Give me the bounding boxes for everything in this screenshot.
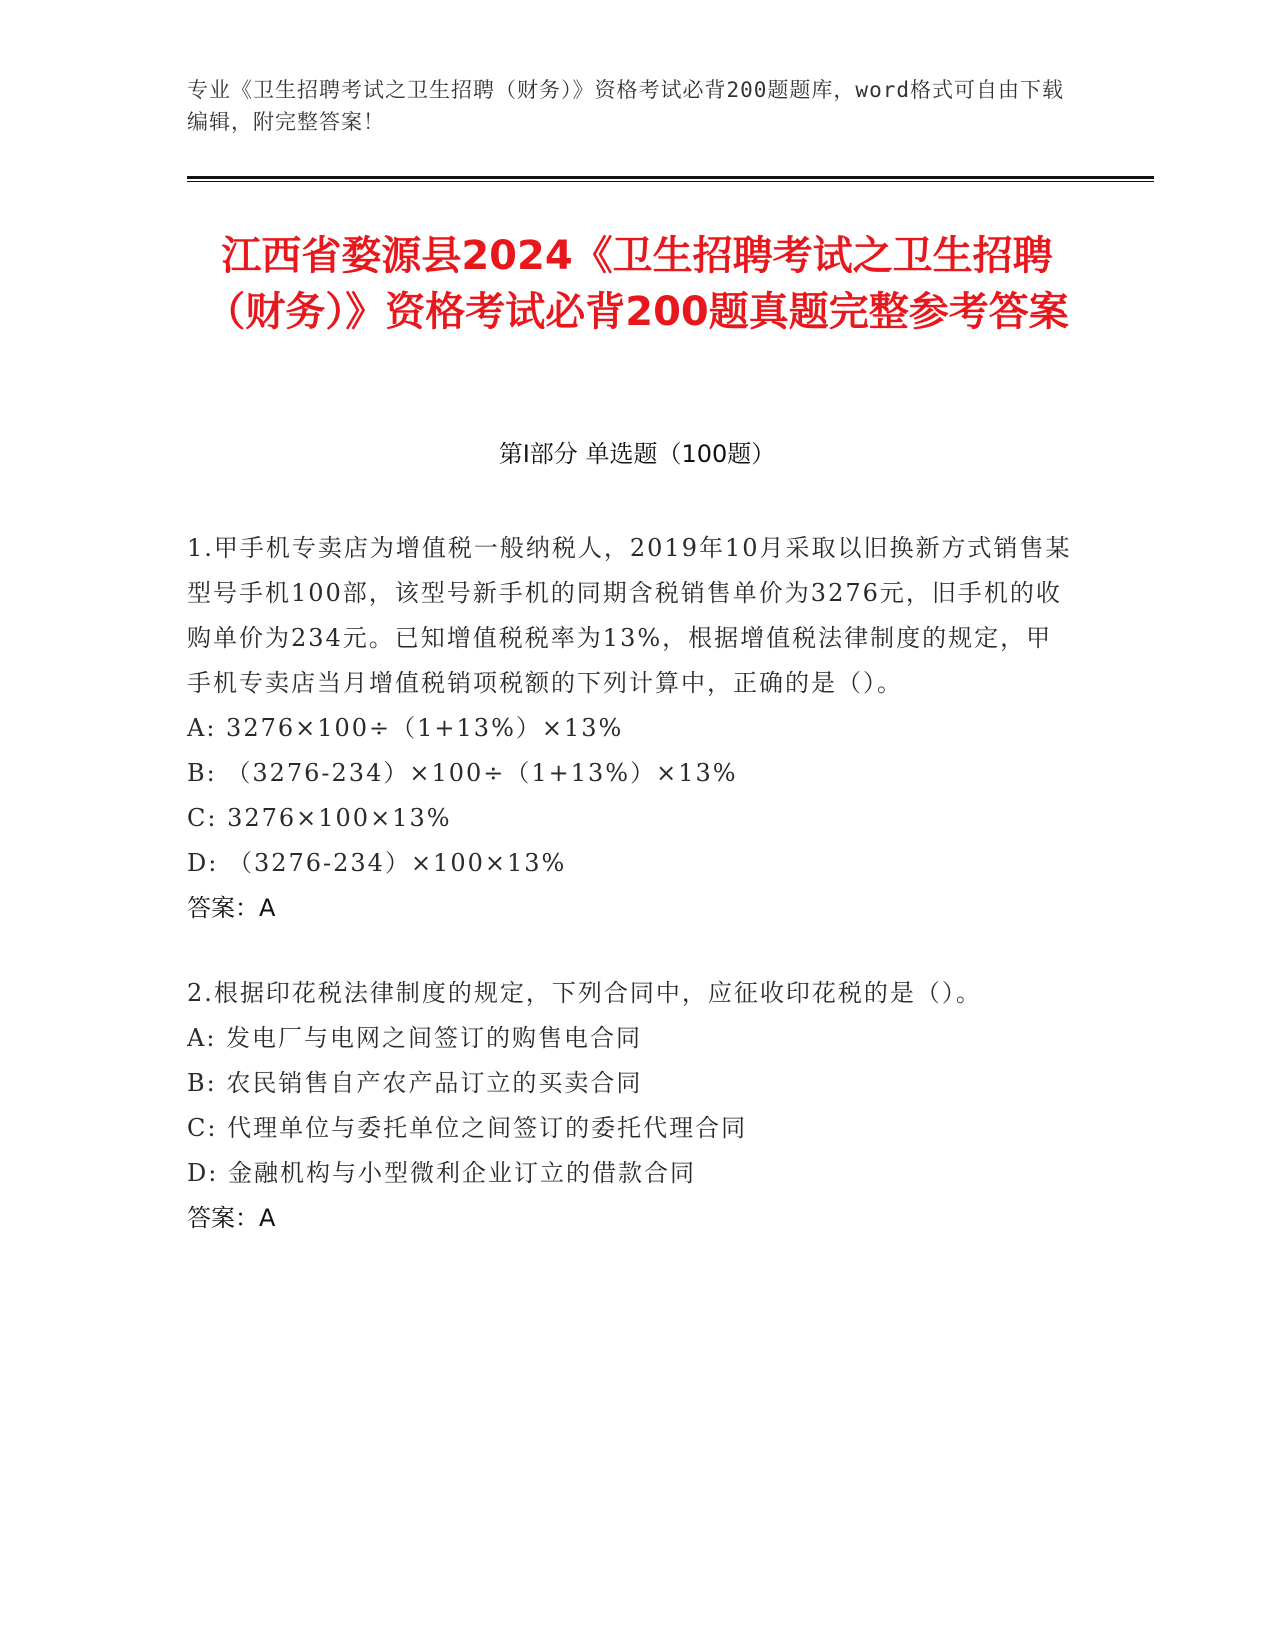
question-stem: 1.甲手机专卖店为增值税一般纳税人，2019年10月采取以旧换新方式销售某型号手机100部，该型号新手机的同期含税销售单价为3276元，旧手机的收购单价为234元。已知增值税税率为13%，根据增值税法律制度的规定，甲手机专卖店当月增值税销项税额的下列计算中，正确的是（）。: [187, 534, 1072, 697]
option-d: D: 金融机构与小型微利企业订立的借款合同: [187, 1159, 696, 1187]
option-a: A: 3276×100÷（1+13%）×13%: [187, 714, 624, 742]
answer: 答案：A: [187, 1204, 276, 1232]
question-list: [187, 526, 1077, 1281]
header-divider-thin: [187, 181, 1154, 182]
section-title: 第I部分 单选题（100题）: [498, 440, 776, 468]
option-b: B: （3276-234）×100÷（1+13%）×13%: [187, 759, 738, 787]
header-note: 专业《卫生招聘考试之卫生招聘（财务）》资格考试必背200题题库，word格式可自由下载编辑，附完整答案！: [187, 78, 1064, 134]
document-title: 江西省婺源县2024《卫生招聘考试之卫生招聘（财务）》资格考试必背200题真题完整参考答案: [205, 233, 1069, 335]
option-d: D: （3276-234）×100×13%: [187, 849, 567, 877]
answer: 答案：A: [187, 894, 276, 922]
option-b: B: 农民销售自产农产品订立的买卖合同: [187, 1069, 643, 1097]
option-c: C: 代理单位与委托单位之间签订的委托代理合同: [187, 1114, 748, 1142]
header-divider-thick: [187, 176, 1154, 179]
option-c: C: 3276×100×13%: [187, 804, 452, 832]
question-stem: 2.根据印花税法律制度的规定，下列合同中，应征收印花税的是（）。: [187, 979, 982, 1007]
question-2: [187, 971, 1077, 1241]
option-a: A: 发电厂与电网之间签订的购售电合同: [187, 1024, 643, 1052]
question-1: [187, 526, 1077, 931]
